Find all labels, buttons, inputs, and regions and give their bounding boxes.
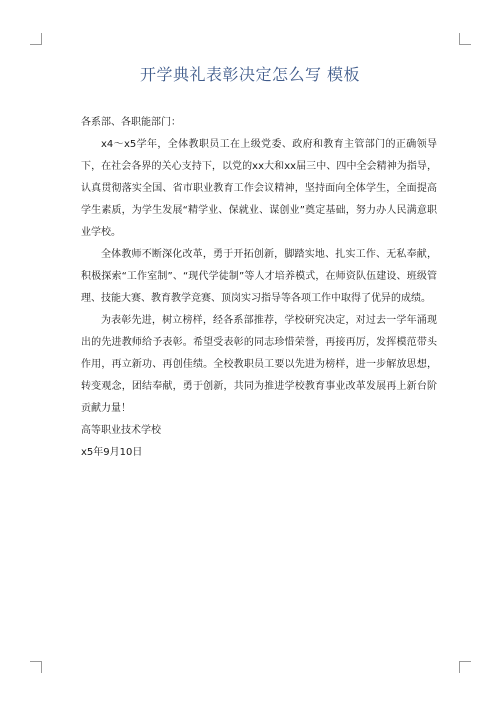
- signature: 高等职业技术学校: [81, 425, 161, 436]
- date: x5年9月10日: [81, 447, 143, 458]
- greeting: 各系部、各职能部门：: [81, 117, 181, 128]
- paragraph-1: x4～x5学年，全体教职员工在上级党委、政府和教育主管部门的正确领导下，在社会各界的关心支持下，以党的xx大和xx届三中、四中全会精神为指导，认真贯彻落实全国、省市职业教育工作会议精神，坚持面向全体学生，全面提高学生素质，为学生发展“精学业、保就业、谋创业”奠定基础，努力办人民满意职业学校。: [81, 139, 437, 238]
- document-title: 开学典礼表彰决定怎么写 模板: [139, 65, 361, 84]
- crop-mark-bottom-left: [30, 661, 42, 673]
- paragraph-3: 为表彰先进，树立榜样，经各系部推荐，学校研究决定，对过去一学年涌现出的先进教师给予表彰。希望受表彰的同志珍惜荣誉，再接再厉，发挥模范带头作用，再立新功、再创佳绩。全校教职员工要以先进为榜样，进一步解放思想，转变观念，团结奉献，勇于创新，共同为推进学校教育事业改革发展再上新台阶贡献力量！: [81, 315, 437, 414]
- document-body: [81, 112, 437, 464]
- crop-mark-top-right: [459, 33, 471, 45]
- paragraph-2: 全体教师不断深化改革，勇于开拓创新，脚踏实地、扎实工作、无私奉献，积极探索“工作室制”、“现代学徒制”等人才培养模式，在师资队伍建设、班级管理、技能大赛、教育教学竞赛、顶岗实习指导等各项工作中取得了优异的成绩。: [81, 249, 437, 304]
- crop-mark-top-left: [30, 33, 42, 45]
- crop-mark-bottom-right: [459, 661, 471, 673]
